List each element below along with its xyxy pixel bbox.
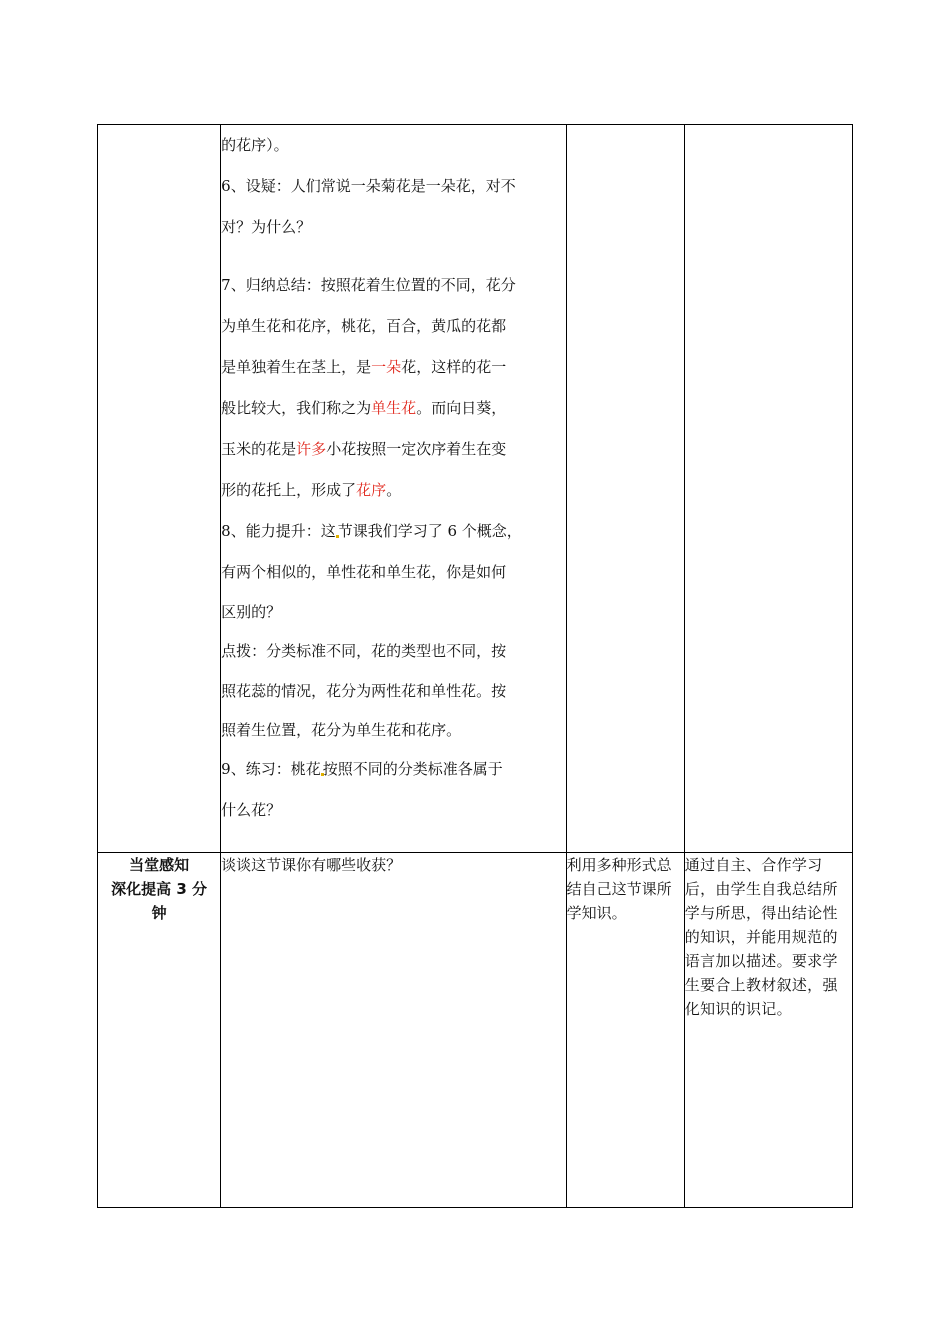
question-text: 谈谈这节课你有哪些收获？ xyxy=(221,856,402,874)
activity-text: 利用多种形式总结自己这节课所学知识。 xyxy=(566,856,672,922)
teaching-process-cell xyxy=(221,125,566,853)
line-1: 的花序）。 xyxy=(221,136,289,154)
design-purpose-cell xyxy=(684,853,852,1208)
question-cell xyxy=(221,853,566,1208)
purpose-text: 通过自主、合作学习后，由学生自我总结所学与所思，得出结论性的知识，并能用规范的语言加以描述。要求学生要合上教材叙述，强化知识的识记。 xyxy=(684,856,838,1018)
stage-line: 当堂感知 xyxy=(129,856,190,874)
purpose-cell-empty xyxy=(684,125,852,853)
question-6-line-2: 对？为什么？ xyxy=(221,218,312,236)
hint-line-1: 点拨：分类标准不同，花的类型也不同，按 xyxy=(221,642,507,660)
ability-8-line-2: 有两个相似的，单性花和单生花，你是如何 xyxy=(221,563,507,581)
highlight-text: 一朵 xyxy=(371,358,402,376)
summary-7-line-3: 是单独着生在茎上，是一朵花，这样的花一 xyxy=(221,358,507,376)
lesson-plan-table xyxy=(97,124,853,1208)
stage-line: 钟 xyxy=(151,904,167,922)
hint-line-3: 照着生位置，花分为单生花和花序。 xyxy=(221,721,462,739)
table-row xyxy=(98,125,853,853)
summary-7-line-4: 般比较大，我们称之为单生花。而向日葵， xyxy=(221,399,507,417)
ability-8-line-3: 区别的？ xyxy=(221,603,282,621)
summary-7-line-1: 7、归纳总结：按照花着生位置的不同，花分 xyxy=(221,276,516,294)
hint-line-2: 照花蕊的情况，花分为两性花和单性花。按 xyxy=(221,682,507,700)
highlight-text: 花序 xyxy=(356,481,387,499)
stage-cell-empty xyxy=(98,125,221,853)
ability-8-line-1: 8、能力提升：这 节课我们学习了 6 个概念， xyxy=(221,522,522,540)
highlight-text: 许多 xyxy=(296,440,327,458)
practice-9-line-1: 9、练习：桃花 按照不同的分类标准各属于 xyxy=(221,760,503,778)
summary-7-line-5: 玉米的花是许多小花按照一定次序着生在变 xyxy=(221,440,507,458)
activity-cell-empty xyxy=(566,125,684,853)
question-6-line-1: 6、设疑：人们常说一朵菊花是一朵花，对不 xyxy=(221,177,516,195)
table-row xyxy=(98,853,853,1208)
highlight-text: 单生花 xyxy=(371,399,417,417)
stage-label-cell xyxy=(98,853,221,1208)
stage-line: 深化提高 3 分 xyxy=(111,880,208,898)
practice-9-line-2: 什么花？ xyxy=(221,801,282,819)
student-activity-cell xyxy=(566,853,684,1208)
summary-7-line-6: 形的花托上，形成了花序。 xyxy=(221,481,402,499)
summary-7-line-2: 为单生花和花序，桃花，百合，黄瓜的花都 xyxy=(221,317,507,335)
